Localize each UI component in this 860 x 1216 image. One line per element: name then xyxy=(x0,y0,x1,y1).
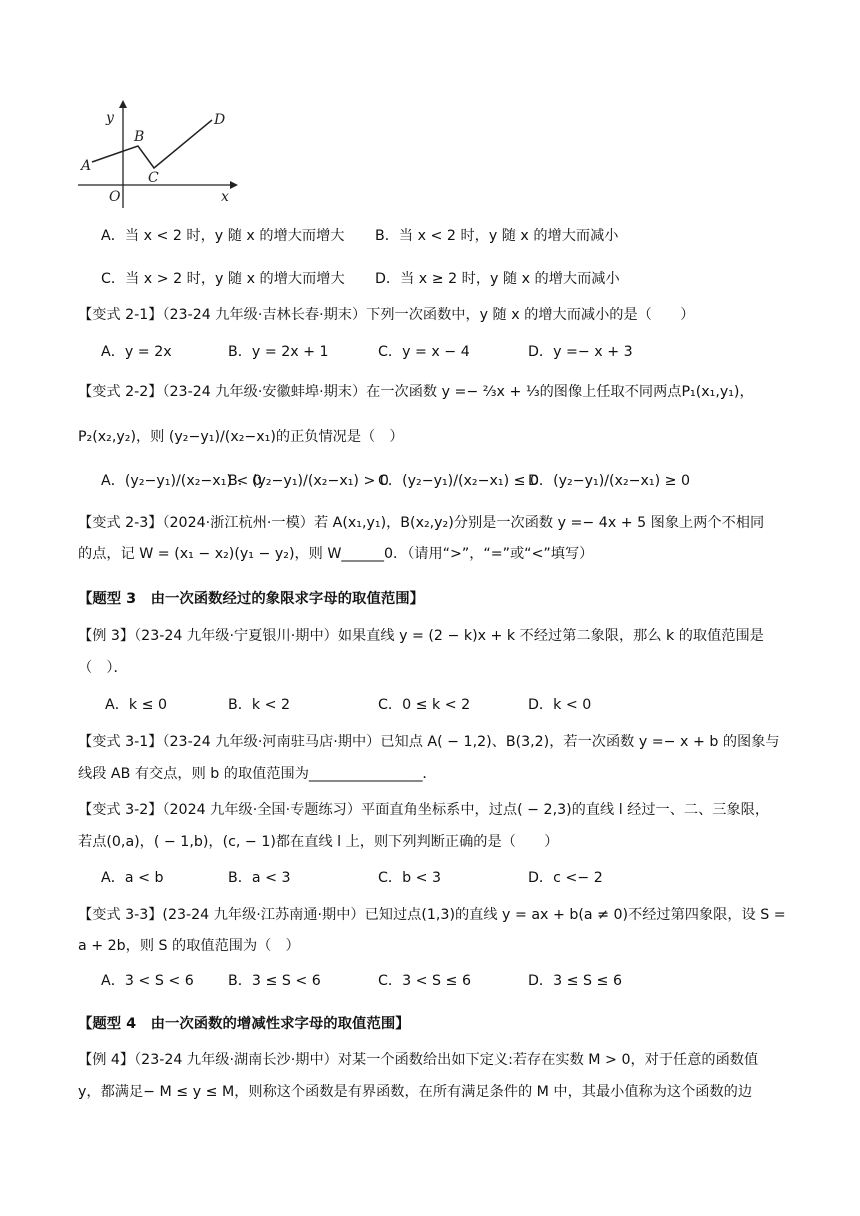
x-axis-arrow-icon xyxy=(230,181,238,189)
variant-2-1-option-d: D．y =− x + 3 xyxy=(528,344,633,360)
variant-3-1-stem-line2: 线段 AB 有交点，则 b 的取值范围为________________． xyxy=(78,766,437,782)
example-3-stem-line1: 【例 3】（23-24 九年级·宁夏银川·期中）如果直线 y = (2 − k)x + k 不经过第二象限，那么 k 的取值范围是 xyxy=(78,628,764,644)
example-4-stem-line2: y，都满足− M ≤ y ≤ M，则称这个函数是有界函数，在所有满足条件的 M 中，其最小值称为这个函数的边 xyxy=(78,1084,753,1100)
variant-2-2-option-b: B．(y₂−y₁)/(x₂−x₁) > 0 xyxy=(228,473,389,489)
graph-label-y: y xyxy=(106,110,114,126)
example-3-stem-line2: （ ）． xyxy=(78,660,128,676)
variant-2-2-stem-line1: 【变式 2-2】（23-24 九年级·安徽蚌埠·期末）在一次函数 y =− ⅔x + ⅓的图像上任取不同两点P₁(x₁,y₁)， xyxy=(78,384,754,400)
variant-3-2-option-c: C．b < 3 xyxy=(378,870,442,886)
variant-2-2-stem-line2: P₂(x₂,y₂)，则 (y₂−y₁)/(x₂−x₁)的正负情况是（ ） xyxy=(78,429,404,445)
y-axis-arrow-icon xyxy=(119,100,127,108)
variant-3-2-stem-line2: 若点(0,a)，( − 1,b)，(c, − 1)都在直线 l 上，则下列判断正确的是（ ） xyxy=(78,834,559,850)
graph-polyline xyxy=(92,120,212,168)
q1-option-d: D．当 x ≥ 2 时，y 随 x 的增大而减小 xyxy=(375,271,620,287)
variant-3-3-stem-line1: 【变式 3-3】(23-24 九年级·江苏南通·期中）已知过点(1,3)的直线 y = ax + b(a ≠ 0)不经过第四象限，设 S = xyxy=(78,907,786,923)
graph-label-d: D xyxy=(214,112,226,128)
function-graph xyxy=(78,98,238,208)
variant-2-1-option-b: B．y = 2x + 1 xyxy=(228,344,329,360)
section-heading-4: 【题型 4 由一次函数的增减性求字母的取值范围】 xyxy=(78,1016,410,1032)
example-3-option-b: B．k < 2 xyxy=(228,697,291,713)
q1-option-b: B．当 x < 2 时，y 随 x 的增大而减小 xyxy=(375,228,619,244)
variant-3-3-option-b: B．3 ≤ S < 6 xyxy=(228,973,321,989)
variant-3-2-option-d: D．c <− 2 xyxy=(528,870,603,886)
variant-2-2-option-c: C．(y₂−y₁)/(x₂−x₁) ≤ 0 xyxy=(378,473,540,489)
q1-option-a: A．当 x < 2 时，y 随 x 的增大而增大 xyxy=(101,228,345,244)
example-3-option-c: C．0 ≤ k < 2 xyxy=(378,697,471,713)
graph-label-b: B xyxy=(134,129,145,145)
q1-option-c: C．当 x > 2 时，y 随 x 的增大而增大 xyxy=(101,271,345,287)
variant-3-3-option-d: D．3 ≤ S ≤ 6 xyxy=(528,973,622,989)
variant-2-2-option-d: D．(y₂−y₁)/(x₂−x₁) ≥ 0 xyxy=(528,473,691,489)
variant-2-1-option-a: A．y = 2x xyxy=(101,344,172,360)
variant-3-2-option-b: B．a < 3 xyxy=(228,870,291,886)
variant-2-2-option-a: A．(y₂−y₁)/(x₂−x₁) < 0 xyxy=(101,473,262,489)
variant-2-3-stem-line1: 【变式 2-3】（2024·浙江杭州·一模）若 A(x₁,y₁)，B(x₂,y₂)分别是一次函数 y =− 4x + 5 图象上两个不相同 xyxy=(78,515,765,531)
variant-2-1-stem: 【变式 2-1】（23-24 九年级·吉林长春·期末）下列一次函数中，y 随 x 的增大而减小的是（ ） xyxy=(78,307,695,323)
variant-3-2-stem-line1: 【变式 3-2】（2024 九年级·全国·专题练习）平面直角坐标系中，过点( − 2,3)的直线 l 经过一、二、三象限， xyxy=(78,802,770,818)
section-heading-3: 【题型 3 由一次函数经过的象限求字母的取值范围】 xyxy=(78,591,425,607)
variant-2-3-stem-line2: 的点，记 W = (x₁ − x₂)(y₁ − y₂)，则 W______0．（请用“>”，“=”或“<”填写） xyxy=(78,546,594,562)
variant-3-1-stem-line1: 【变式 3-1】（23-24 九年级·河南驻马店·期中）已知点 A( − 1,2)、B(3,2)，若一次函数 y =− x + b 的图象与 xyxy=(78,734,780,750)
variant-2-1-option-c: C．y = x − 4 xyxy=(378,344,470,360)
graph-label-a: A xyxy=(81,158,92,174)
variant-3-2-option-a: A．a < b xyxy=(101,870,164,886)
variant-3-3-option-c: C．3 < S ≤ 6 xyxy=(378,973,471,989)
variant-3-3-option-a: A．3 < S < 6 xyxy=(101,973,194,989)
graph-label-o: O xyxy=(109,189,121,205)
example-3-option-d: D．k < 0 xyxy=(528,697,592,713)
variant-3-3-stem-line2: a + 2b，则 S 的取值范围为（ ） xyxy=(78,938,300,954)
example-3-option-a: A．k ≤ 0 xyxy=(105,697,168,713)
example-4-stem-line1: 【例 4】（23-24 九年级·湖南长沙·期中）对某一个函数给出如下定义:若存在实数 M > 0，对于任意的函数值 xyxy=(78,1052,759,1068)
graph-label-x: x xyxy=(221,189,229,205)
graph-label-c: C xyxy=(148,170,159,186)
